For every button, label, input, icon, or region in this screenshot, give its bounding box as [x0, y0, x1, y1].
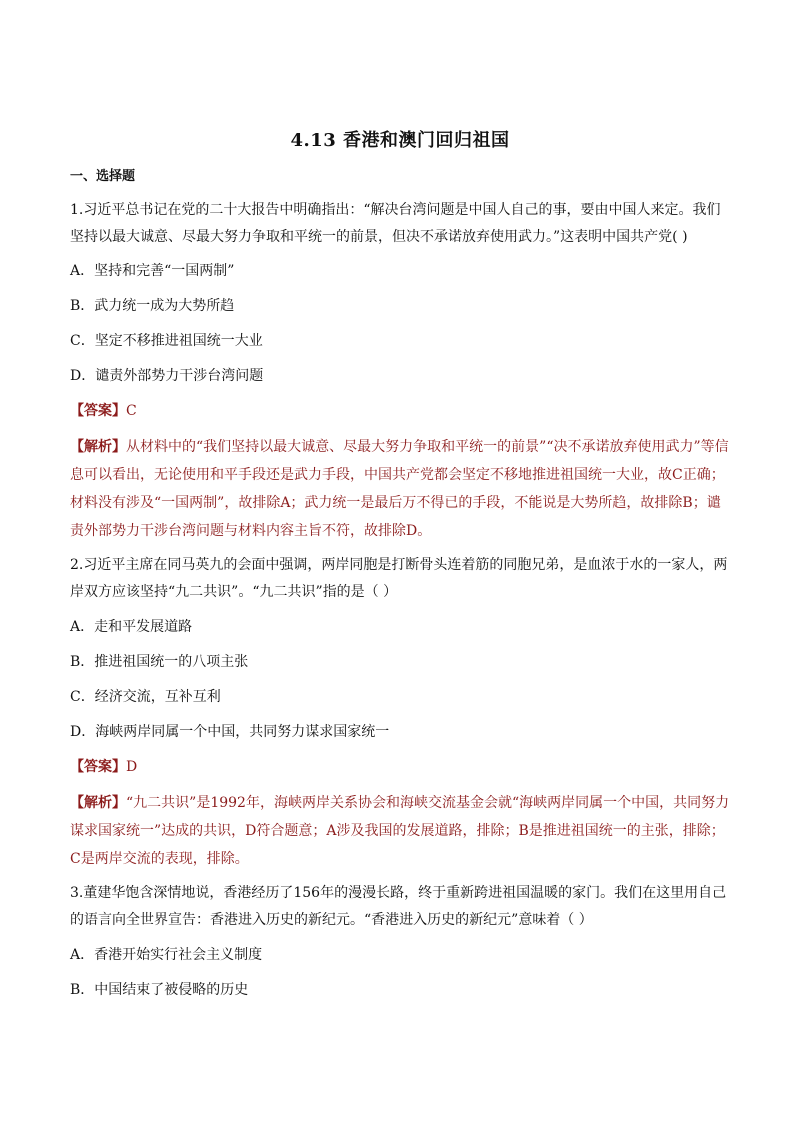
question-3-option-b: B．中国结束了被侵略的历史 [70, 982, 249, 998]
answer-value: D [126, 759, 138, 775]
question-1-answer [70, 401, 730, 421]
question-2-stem: 2.习近平主席在同马英九的会面中强调，两岸同胞是打断骨头连着筋的同胞兄弟，是血浓于水的一家人，两岸双方应该坚持“九二共识”。“九二共识”指的是（ ） [70, 557, 728, 600]
answer-tag: 【答案】 [70, 403, 126, 419]
question-3-stem: 3.董建华饱含深情地说，香港经历了156年的漫漫长路，终于重新跨进祖国温暖的家门。我们在这里用自己的语言向全世界宣告：香港进入历史的新纪元。“香港进入历史的新纪元”意味着（ ） [70, 885, 727, 928]
question-2-option-b: B．推进祖国统一的八项主张 [70, 654, 249, 670]
question-2-answer [70, 757, 730, 777]
question-1-option-a: A．坚持和完善“一国两制” [70, 263, 235, 279]
answer-tag: 【答案】 [70, 759, 126, 775]
answer-value: C [126, 403, 137, 419]
question-2-explanation [70, 789, 730, 873]
explanation-text: 从材料中的“我们坚持以最大诚意、尽最大努力争取和平统一的前景”“决不承诺放弃使用武力”等信息可以看出，无论使用和平手段还是武力手段，中国共产党都会坚定不移地推进祖国统一大业，故C正确；材料没有涉及“一国两制”，故排除A；武力统一是最后万不得已的手段，不能说是大势所趋，故排除B；谴责外部势力干涉台湾问题与材料内容主旨不符，故排除D。 [70, 439, 729, 539]
question-1-option-d: D．谴责外部势力干涉台湾问题 [70, 368, 264, 384]
question-2-option-a: A．走和平发展道路 [70, 619, 193, 635]
explanation-tag: 【解析】 [70, 795, 126, 811]
section-heading: 一、选择题 [70, 169, 136, 184]
question-3-option-a: A．香港开始实行社会主义制度 [70, 947, 263, 963]
question-1-option-b: B．武力统一成为大势所趋 [70, 298, 235, 314]
document-title: 4.13 香港和澳门回归祖国 [290, 130, 510, 151]
question-2-option-c: C．经济交流，互补互利 [70, 689, 221, 705]
question-1-option-c: C．坚定不移推进祖国统一大业 [70, 333, 263, 349]
question-1-stem: 1.习近平总书记在党的二十大报告中明确指出：“解决台湾问题是中国人自己的事，要由中国人来定。我们坚持以最大诚意、尽最大努力争取和平统一的前景，但决不承诺放弃使用武力。”这表明中国共产党( ) [70, 202, 721, 245]
question-2-option-d: D．海峡两岸同属一个中国，共同努力谋求国家统一 [70, 724, 390, 740]
explanation-tag: 【解析】 [70, 439, 126, 455]
question-1-explanation [70, 433, 730, 545]
explanation-text: “九二共识”是1992年，海峡两岸关系协会和海峡交流基金会就“海峡两岸同属一个中国，共同努力谋求国家统一”达成的共识，D符合题意；A涉及我国的发展道路，排除；B是推进祖国统一的主张，排除；C是两岸交流的表现，排除。 [70, 795, 730, 867]
